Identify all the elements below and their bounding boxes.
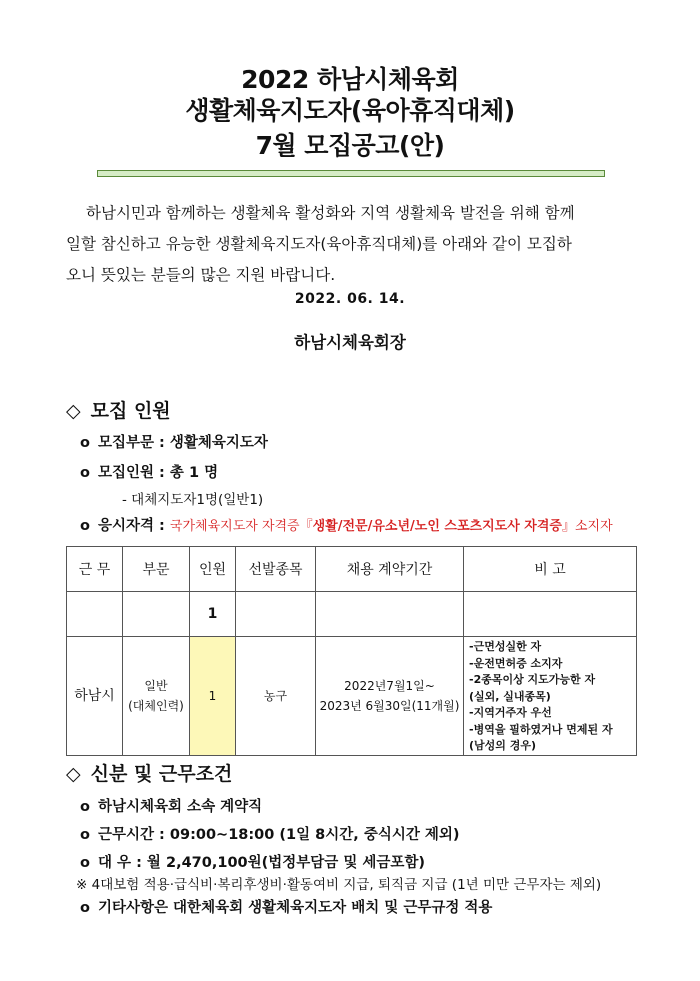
- bullet-icon: o: [80, 465, 90, 481]
- organization-signature: 하남시체육회장: [294, 333, 406, 352]
- recruit-division-item: [80, 431, 268, 452]
- salary-item: [80, 851, 425, 872]
- table-cell: [123, 592, 190, 637]
- remarks-cell: [464, 637, 637, 756]
- announcement-date: 2022. 06. 14.: [294, 291, 406, 307]
- division-line-1: 일반: [144, 678, 168, 693]
- period-line-1: 2022년7월1일~: [344, 678, 435, 693]
- section-conditions-heading: [66, 759, 232, 786]
- division-line-2: (대체인력): [128, 698, 184, 713]
- qualification-pre: 국가체육지도자 자격증『: [169, 519, 313, 534]
- other-item: [80, 896, 492, 917]
- bullet-icon: o: [80, 518, 90, 534]
- recruit-count-item: [80, 461, 218, 482]
- bullet-icon: o: [80, 435, 90, 451]
- table-cell: [236, 592, 316, 637]
- header-sport: 선발종목: [236, 547, 316, 592]
- header-division: 부문: [123, 547, 190, 592]
- recruit-division-text: 모집부문 : 생활체육지도자: [97, 435, 268, 451]
- recruitment-table: [66, 546, 637, 756]
- location-cell: 하남시: [67, 637, 123, 756]
- working-hours-text: 근무시간 : 09:00∼18:00 (1일 8시간, 중식시간 제외): [97, 827, 460, 843]
- bullet-icon: o: [80, 799, 90, 815]
- header-contract-period: 채용 계약기간: [316, 547, 464, 592]
- qualification-item: [80, 514, 613, 535]
- remark-line: -근면성실한 자: [469, 640, 542, 653]
- benefits-note: ※ 4대보험 적용·급식비·복리후생비·활동여비 지급, 퇴직금 지급 (1년 미만 근무자는 제외): [76, 877, 602, 893]
- salary-text: 대 우 : 월 2,470,100원(법정부담금 및 세금포함): [97, 855, 426, 871]
- intro-line-3: 오니 뜻있는 분들의 많은 지원 바랍니다.: [66, 266, 336, 284]
- header-count: 인원: [190, 547, 236, 592]
- count-cell: 1: [190, 637, 236, 756]
- bullet-icon: o: [80, 900, 90, 916]
- bullet-icon: o: [80, 827, 90, 843]
- qualification-certificates: 생활/전문/유소년/노인 스포츠지도사 자격증: [312, 519, 562, 534]
- table-header-row: [67, 547, 637, 592]
- section-title: 신분 및 근무조건: [90, 763, 233, 785]
- qualification-post: 』소지자: [561, 519, 613, 534]
- remark-line: -2종목이상 지도가능한 자: [469, 673, 596, 686]
- table-row: [67, 637, 637, 756]
- title-underline-bar: [97, 170, 605, 177]
- status-item: [80, 795, 262, 816]
- remark-line: (남성의 경우): [469, 739, 537, 752]
- header-remarks: 비 고: [464, 547, 637, 592]
- bullet-icon: o: [80, 855, 90, 871]
- header-work-location: 근 무: [67, 547, 123, 592]
- remark-line: -병역을 필하였거나 면제된 자: [469, 722, 613, 736]
- intro-line-1: 하남시민과 함께하는 생활체육 활성화와 지역 생활체육 발전을 위해 함께: [86, 204, 575, 222]
- other-text: 기타사항은 대한체육회 생활체육지도자 배치 및 근무규정 적용: [97, 900, 493, 916]
- diamond-icon: ◇: [66, 400, 81, 422]
- status-text: 하남시체육회 소속 계약직: [97, 799, 263, 815]
- title-line-2: 생활체육지도자(육아휴직대체): [185, 96, 515, 125]
- period-cell: [316, 637, 464, 756]
- remark-line: (실외, 실내종목): [469, 689, 551, 703]
- diamond-icon: ◇: [66, 763, 81, 785]
- table-cell: [316, 592, 464, 637]
- title-line-1: 2022 하남시체육회: [241, 65, 459, 94]
- recruit-count-sub: - 대체지도자1명(일반1): [122, 492, 264, 508]
- table-total-row: [67, 592, 637, 637]
- remark-line: -운전면허증 소지자: [469, 656, 563, 670]
- intro-paragraph: [66, 198, 638, 291]
- table-cell: [464, 592, 637, 637]
- remark-line: -지역거주자 우선: [469, 706, 552, 719]
- table-cell: [67, 592, 123, 637]
- working-hours-item: [80, 823, 460, 844]
- section-title: 모집 인원: [90, 400, 171, 422]
- division-cell: [123, 637, 190, 756]
- period-line-2: 2023년 6월30일(11개월): [319, 698, 460, 713]
- sport-cell: 농구: [236, 637, 316, 756]
- total-count-cell: 1: [190, 592, 236, 637]
- recruit-count-text: 모집인원 : 총 1 명: [97, 465, 219, 481]
- section-recruitment-heading: [66, 396, 171, 423]
- title-line-3: 7월 모집공고(안): [255, 131, 445, 160]
- intro-line-2: 일할 참신하고 유능한 생활체육지도자(육아휴직대체)를 아래와 같이 모집하: [66, 235, 572, 253]
- qualification-label: 응시자격 :: [97, 518, 165, 534]
